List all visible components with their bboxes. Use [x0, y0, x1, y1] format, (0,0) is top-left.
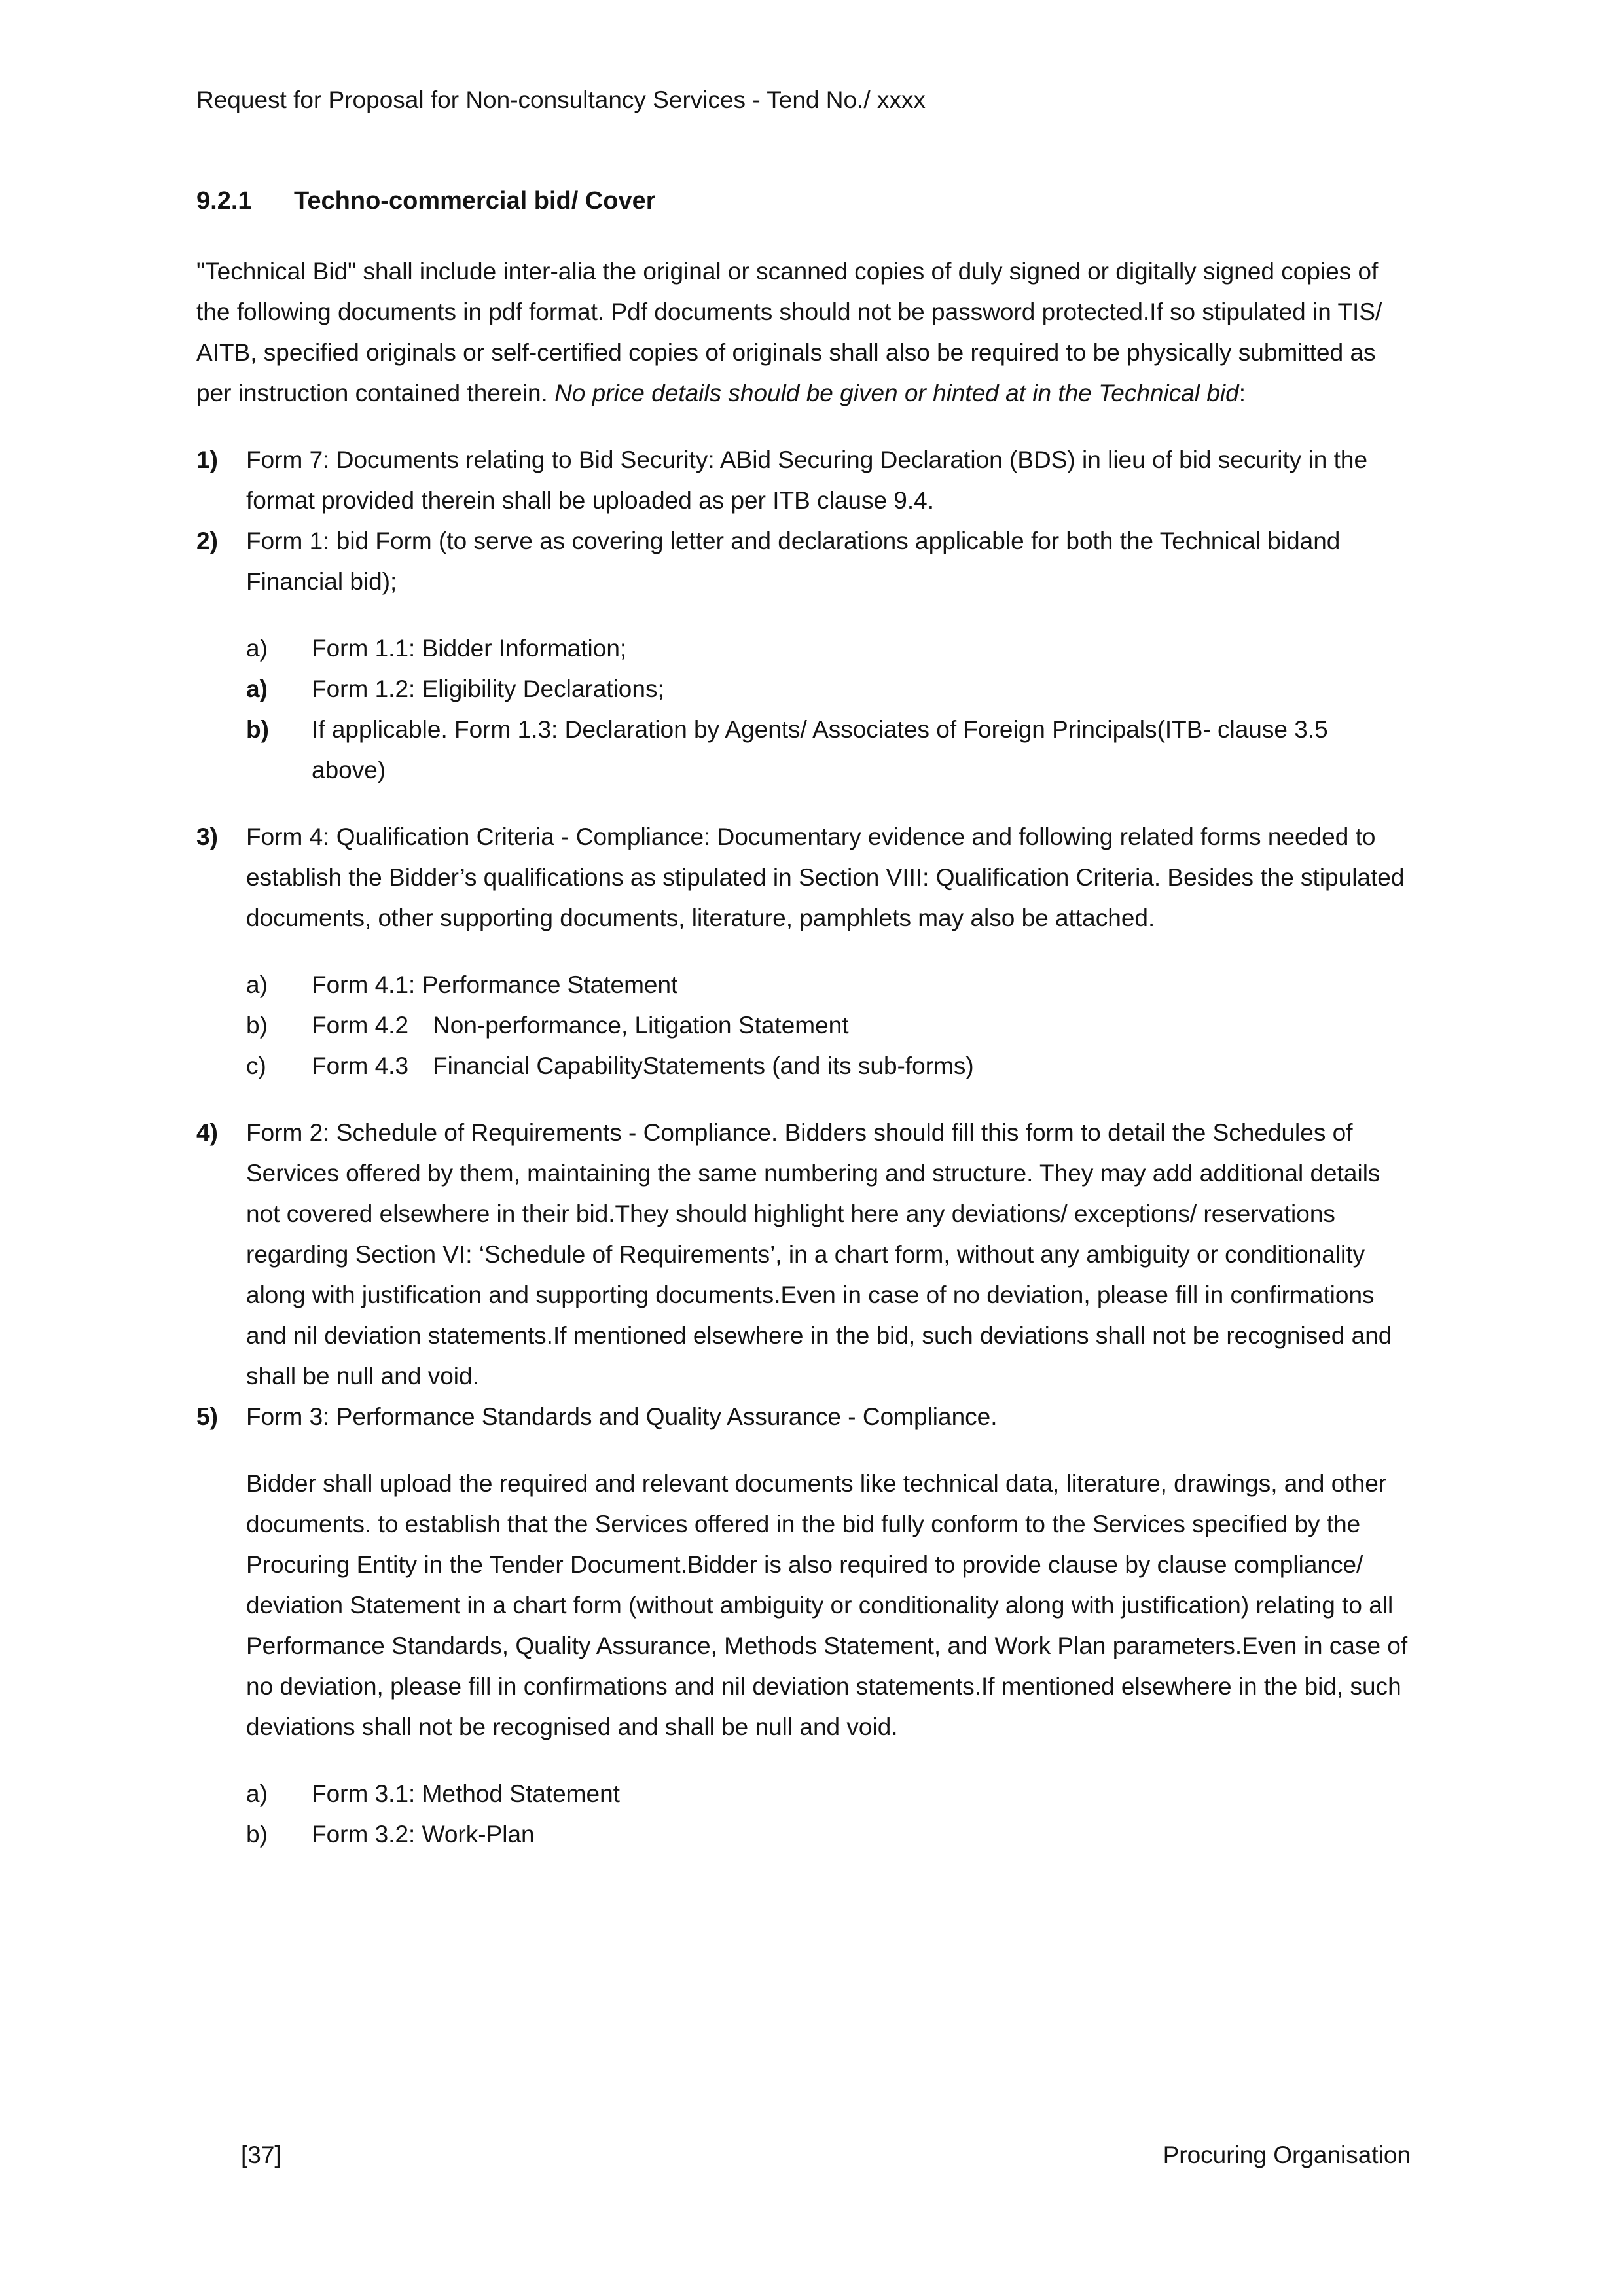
sublist-item-marker: b)	[246, 1821, 268, 1848]
sublist-item-text: Form 4.2 Non-performance, Litigation Statement	[312, 1012, 849, 1039]
sublist-item-text: Form 1.2: Eligibility Declarations;	[312, 675, 664, 702]
intro-italic-text: No price details should be given or hinted at in the Technical bid	[554, 380, 1239, 406]
sublist-item	[246, 1774, 1408, 1814]
list-item-1	[196, 440, 1408, 521]
sublist-item-text: Form 1.1: Bidder Information;	[312, 635, 627, 662]
list-item-4-marker: 4)	[196, 1119, 218, 1146]
section-number: 9.2.1	[196, 187, 252, 215]
sublist-item	[246, 709, 1408, 791]
sublist-item-marker: a)	[246, 675, 268, 702]
list-item-3	[196, 817, 1408, 1086]
list-item-3-text: Form 4: Qualification Criteria - Compliance: Documentary evidence and following related forms needed to establish the Bidder’s qualifications as stipulated in Section VIII: Qualification Criteria. Besides the stipulated documents, other supporting documents, literature, pamphlets may also be attached.	[246, 823, 1405, 931]
sublist-item-marker: c)	[246, 1052, 266, 1079]
list-item-1-text: Form 7: Documents relating to Bid Security: ABid Securing Declaration (BDS) in lieu of bid security in the format provided therein shall be uploaded as per ITB clause 9.4.	[246, 446, 1368, 514]
sublist-form1	[246, 628, 1408, 791]
list-item-2-marker: 2)	[196, 528, 218, 554]
list-item-3-body	[246, 817, 1408, 1086]
page-header	[196, 80, 1408, 120]
sublist-item-text: If applicable. Form 1.3: Declaration by Agents/ Associates of Foreign Principals(ITB- clause 3.5 above)	[312, 716, 1328, 783]
list-item-4	[196, 1113, 1408, 1397]
sublist-item	[246, 965, 1408, 1005]
sublist-item-marker: b)	[246, 716, 269, 743]
list-item-5-text: Form 3: Performance Standards and Quality Assurance - Compliance.	[246, 1403, 998, 1430]
list-item-2-body	[246, 521, 1408, 791]
header-title: Request for Proposal for Non-consultancy Services - Tend No./ xxxx	[196, 86, 926, 113]
list-item-2-text: Form 1: bid Form (to serve as covering letter and declarations applicable for both the Technical bidand Financial bid);	[246, 528, 1341, 595]
sublist-item	[246, 1046, 1408, 1086]
intro-paragraph	[196, 251, 1408, 414]
list-item-5	[196, 1397, 1408, 1855]
sublist-item	[246, 628, 1408, 669]
sublist-item-marker: a)	[246, 971, 268, 998]
list-item-3-marker: 3)	[196, 823, 218, 850]
numbered-list	[196, 440, 1408, 1855]
list-item-1-marker: 1)	[196, 446, 218, 473]
sublist-item-text: Form 3.1: Method Statement	[312, 1780, 620, 1807]
list-item-5-body	[246, 1397, 1408, 1855]
intro-tail: :	[1238, 380, 1246, 406]
sublist-item	[246, 669, 1408, 709]
page-number: [37]	[241, 2142, 281, 2168]
list-item-2	[196, 521, 1408, 791]
sublist-item	[246, 1005, 1408, 1046]
list-item-4-text: Form 2: Schedule of Requirements - Compliance. Bidders should fill this form to detail the Schedules of Services offered by them, maintaining the same numbering and structure. They may add additional details not covered elsewhere in their bid.They should highlight here any deviations/ exceptions/ reservations regarding Section VI: ‘Schedule of Requirements’, in a chart form, without any ambiguity or conditionality along with justification and supporting documents.Even in case of no deviation, please fill in confirmations and nil deviation statements.If mentioned elsewhere in the bid, such deviations shall not be recognised and shall be null and void.	[246, 1119, 1392, 1390]
list-item-5-marker: 5)	[196, 1403, 218, 1430]
sublist-item-marker: a)	[246, 1780, 268, 1807]
list-item-5-paragraph: Bidder shall upload the required and relevant documents like technical data, literature, drawings, and other documents. to establish that the Services offered in the bid fully conform to the Services specified by the Procuring Entity in the Tender Document.Bidder is also required to provide clause by clause compliance/ deviation Statement in a chart form (without ambiguity or conditionality along with justification) relating to all Performance Standards, Quality Assurance, Methods Statement, and Work Plan parameters.Even in case of no deviation, please fill in confirmations and nil deviation statements.If mentioned elsewhere in the bid, such deviations shall not be recognised and shall be null and void.	[246, 1470, 1408, 1740]
sublist-item-text: Form 4.3 Financial CapabilityStatements (and its sub-forms)	[312, 1052, 974, 1079]
intro-text: "Technical Bid" shall include inter-alia the original or scanned copies of duly signed or digitally signed copies of the following documents in pdf format. Pdf documents should not be password protected.If so stipulated in TIS/ AITB, specified originals or self-certified copies of originals shall also be required to be physically submitted as per instruction contained therein.	[196, 258, 1382, 406]
footer-organisation: Procuring Organisation	[1163, 2142, 1411, 2168]
sublist-item-text: Form 4.1: Performance Statement	[312, 971, 678, 998]
sublist-item-text: Form 3.2: Work-Plan	[312, 1821, 535, 1848]
sublist-item-marker: b)	[246, 1012, 268, 1039]
section-heading	[196, 181, 1408, 221]
sublist-item-marker: a)	[246, 635, 268, 662]
sublist-form3	[246, 1774, 1408, 1855]
page-footer	[241, 2135, 1411, 2176]
sublist-item	[246, 1814, 1408, 1855]
sublist-form4	[246, 965, 1408, 1086]
section-title: Techno-commercial bid/ Cover	[294, 187, 656, 215]
